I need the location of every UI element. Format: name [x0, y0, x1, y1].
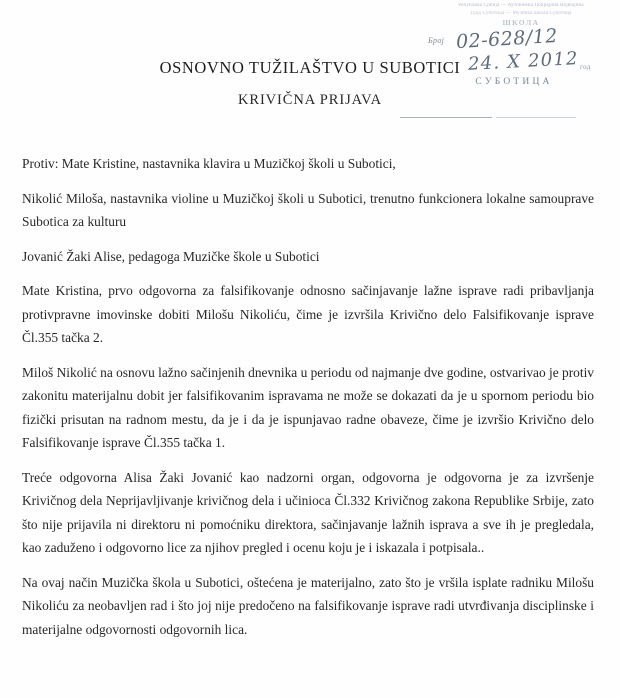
- paragraph-charge-1: Mate Kristina, prvo odgovorna za falsifikovanje odnosno sačinjavanje lažne isprave radi pribavljanja protivpravne imovinske dobiti Milošu Nikoliću, čime je izvršila Krivično delo Falsifikovanje isprave Čl.355 tačka 2.: [22, 283, 594, 345]
- stamp-city: СУБОТИЦА: [475, 77, 553, 87]
- stamp-rule-left: [400, 117, 492, 118]
- stamp-header-line-2: Град Суботица — Музичка школа Суботица: [470, 10, 572, 16]
- stamp-number-row: [424, 24, 618, 54]
- paragraph-charge-2: Miloš Nikolić na osnovu lažno sačinjenih dnevnika u periodu od najmanje dve godine, ostvarivao je protiv zakonitu materijalnu dobit jer falsifikovanim ispravama ne može se dokazati da je u spornom periodu bio fizički prisutan na radnom mestu, da je i da je ispunjavao radne obaveze, čime je izvršio Krivično delo Falsifikovanje isprave Čl.355 tačka 1.: [22, 364, 594, 450]
- stamp-year-suffix: год: [580, 63, 591, 71]
- stamp-number-value: 02-628/12: [455, 24, 559, 54]
- paragraph-accused-1: Protiv: Mate Kristine, nastavnika klavira u Muzičkoj školi u Subotici,: [22, 156, 396, 171]
- stamp-date-value: 24. X 2012: [467, 48, 580, 75]
- paragraph-accused-2: Nikolić Miloša, nastavnika violine u Muzičkoj školi u Subotici, trenutno funkcionera lokalne samouprave Subotica za kulturu: [22, 190, 594, 229]
- paragraph-charge-3: Treće odgovorna Alisa Žaki Jovanić kao nadzorni organ, odgovorna je odgovorna je za izvršenje Krivičnog dela Neprijavljivanje krivičnog dela i učinioca Čl.332 Krivičnog zakona Republike Srbije, zato što nije prijavila ni direktoru ni pomoćniku direktora, sačinjavanje lažnih isprava a sve ih je pregledala, kao zaduženo i odgovorno lice za njihov pregled i ocenu koju je i iskazala i potpisala..: [22, 469, 594, 555]
- stamp-number-label: Број: [428, 36, 445, 45]
- paragraph-damages: Na ovaj način Muzička škola u Subotici, oštećena je materijalno, zato što je vršila isplate radniku Milošu Nikoliću za neobavljen rad i što joj nije predočeno na falsifikovanje isprave radi utvrđivanja disciplinske i materijalne odgovornosti odgovornih lica.: [22, 574, 594, 637]
- document-subtitle: KRIVIČNA PRIJAVA: [238, 92, 382, 108]
- stamp-institution: ШКОЛА: [502, 18, 540, 27]
- document-body: [22, 152, 594, 641]
- stamp-rule-right: [496, 117, 576, 118]
- registry-stamp: [424, 2, 618, 94]
- page-title: OSNOVNO TUŽILAŠTVO U SUBOTICI: [159, 58, 461, 77]
- paragraph-accused-3: Jovanić Žaki Alise, pedagoga Muzičke škole u Subotici: [22, 248, 320, 264]
- stamp-header-line-1: Република Србија — Аутономна Покрајина Војводина: [458, 3, 584, 8]
